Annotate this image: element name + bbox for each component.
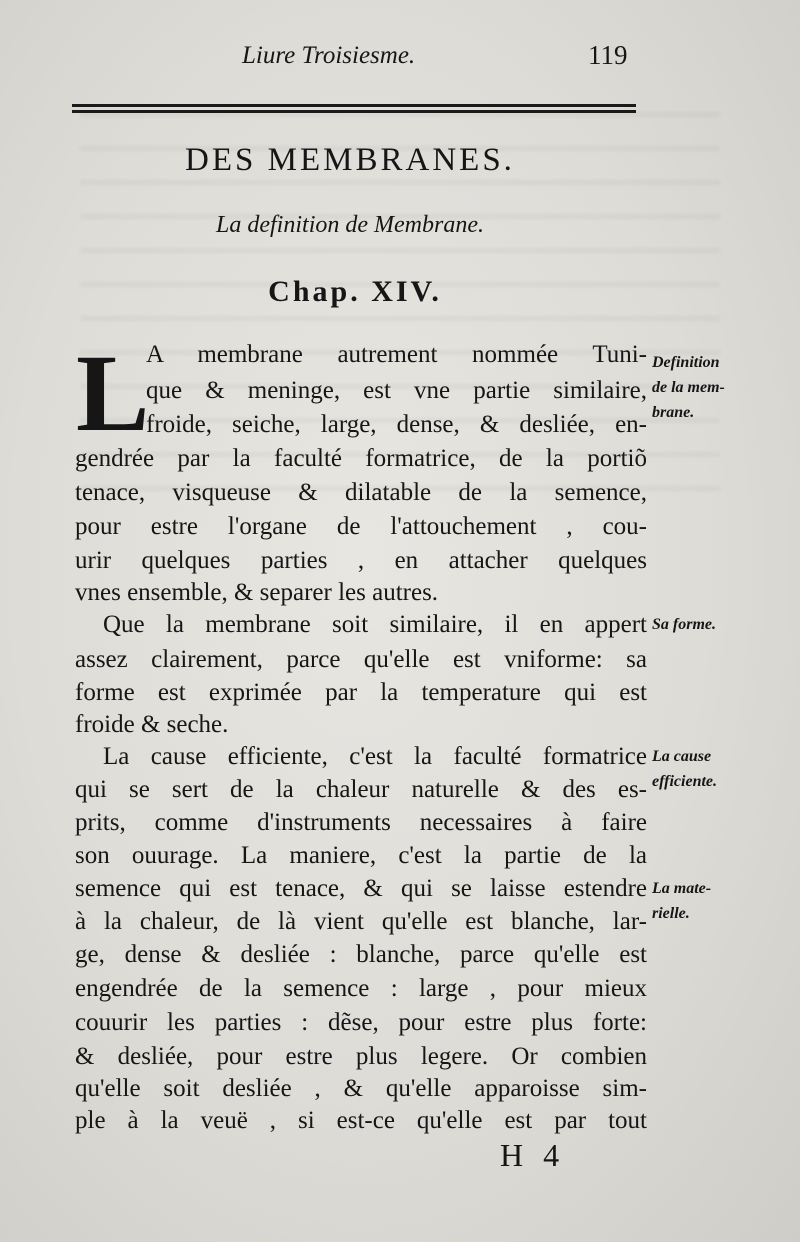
header-rule — [72, 104, 636, 113]
margin-note: Sa forme. — [652, 616, 716, 633]
text-line: engendrée de la semence : large , pour mieux — [75, 975, 647, 1002]
margin-note: La mate- rielle. — [652, 880, 712, 922]
text-line: qu'elle soit desliée , & qu'elle apparoisse sim- — [75, 1075, 647, 1102]
text-line: pour estre l'organe de l'attouchement , cou- — [75, 513, 647, 540]
margin-note: La cause efficiente. — [652, 748, 718, 790]
text-line: froide & seche. — [75, 711, 229, 738]
text-line: prits, comme d'instruments necessaires à faire — [75, 809, 647, 836]
text-line: à la chaleur, de là vient qu'elle est blanche, lar- — [75, 908, 647, 935]
text-line: semence qui est tenace, & qui se laisse estendre — [75, 875, 647, 902]
text-line: Que la membrane soit similaire, il en appert — [103, 611, 647, 638]
text-line: froide, seiche, large, dense, & desliée, en- — [146, 411, 647, 438]
signature-mark: H 4 — [500, 1137, 566, 1173]
text-line: tenace, visqueuse & dilatable de la semence, — [75, 479, 647, 506]
text-line: que & meninge, est vne partie similaire, — [146, 377, 647, 404]
text-line: vnes ensemble, & separer les autres. — [75, 579, 439, 606]
text-line: son ouurage. La maniere, c'est la partie de la — [75, 842, 647, 869]
text-line: couurir les parties : dẽse, pour estre plus forte: — [75, 1009, 647, 1036]
text-line: qui se sert de la chaleur naturelle & des es- — [75, 776, 647, 803]
text-line: La cause efficiente, c'est la faculté formatrice — [103, 743, 647, 770]
section-subtitle: La definition de Membrane. — [216, 212, 484, 238]
running-title: Liure Troisiesme. — [242, 42, 416, 69]
text-line: & desliée, pour estre plus legere. Or combien — [75, 1043, 647, 1070]
text-line: forme est exprimée par la temperature qui est — [75, 679, 647, 706]
text-line: urir quelques parties , en attacher quelques — [75, 547, 647, 574]
text-line: gendrée par la faculté formatrice, de la portiõ — [75, 445, 647, 472]
text-line: ge, dense & desliée : blanche, parce qu'elle est — [75, 941, 647, 968]
margin-note: Definition de la mem- brane. — [652, 354, 725, 421]
section-title: DES MEMBRANES. — [185, 142, 515, 178]
text-line: assez clairement, parce qu'elle est vniforme: sa — [75, 646, 647, 673]
text-line: A membrane autrement nommée Tuni- — [146, 341, 647, 368]
page-number: 119 — [588, 40, 628, 70]
text-line: ple à la veuë , si est-ce qu'elle est par tout — [75, 1107, 647, 1134]
chapter-heading: Chap. XIV. — [268, 275, 442, 308]
drop-cap: L — [76, 332, 150, 454]
